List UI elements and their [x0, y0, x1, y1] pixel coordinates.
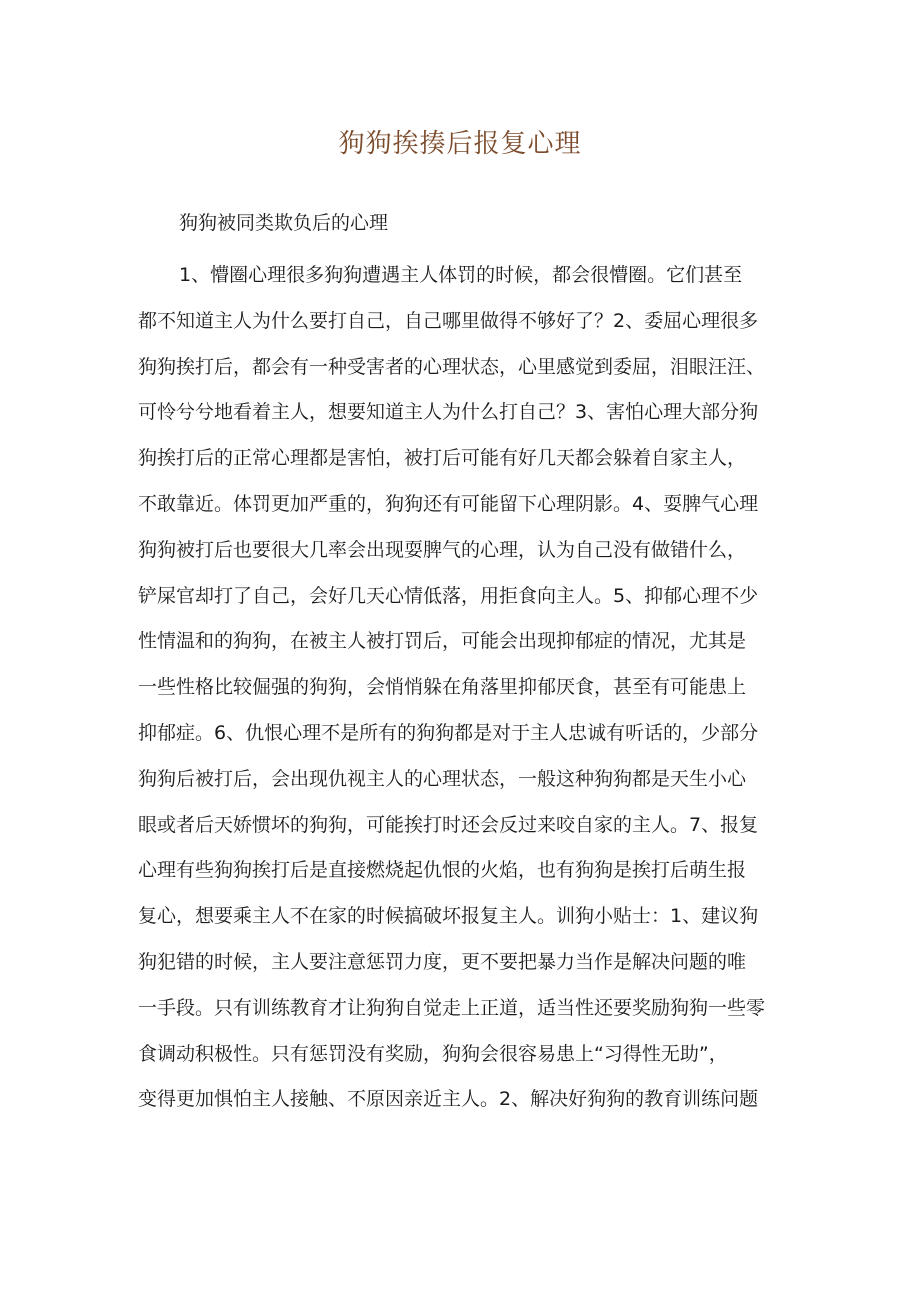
paragraph-line: 狗挨打后的正常心理都是害怕，被打后可能有好几天都会躲着自家主人，	[138, 447, 747, 470]
paragraph-line: 抑郁症。6、仇恨心理不是所有的狗狗都是对于主人忠诚有听话的，少部分	[138, 721, 759, 744]
document-title: 狗狗挨揍后报复心理	[338, 129, 582, 159]
paragraph-line: 一手段。只有训练教育才让狗狗自觉走上正道，适当性还要奖励狗狗一些零	[138, 996, 766, 1019]
paragraph-line: 不敢靠近。体罚更加严重的，狗狗还有可能留下心理阴影。4、耍脾气心理	[138, 492, 759, 515]
paragraph-line: 复心，想要乘主人不在家的时候搞破坏报复主人。训狗小贴士：1、建议狗	[138, 905, 759, 928]
paragraph-line: 狗犯错的时候，主人要注意惩罚力度，更不要把暴力当作是解决问题的唯	[138, 950, 747, 973]
body-paragraph	[138, 253, 788, 1123]
paragraph-line: 一些性格比较倔强的狗狗，会悄悄躲在角落里抑郁厌食，甚至有可能患上	[138, 676, 747, 699]
paragraph-line: 狗狗挨打后，都会有一种受害者的心理状态，心里感觉到委屈，泪眼汪汪、	[138, 355, 766, 378]
document-subtitle: 狗狗被同类欺负后的心理	[179, 212, 389, 234]
paragraph-line: 狗狗被打后也要很大几率会出现耍脾气的心理，认为自己没有做错什么，	[138, 538, 747, 561]
paragraph-line: 食调动积极性。只有惩罚没有奖励，狗狗会很容易患上“习得性无助”，	[138, 1042, 728, 1065]
paragraph-line: 性情温和的狗狗，在被主人被打罚后，可能会出现抑郁症的情况，尤其是	[138, 630, 747, 653]
paragraph-line: 变得更加惧怕主人接触、不原因亲近主人。2、解决好狗狗的教育训练问题	[138, 1088, 759, 1111]
paragraph-line: 铲屎官却打了自己，会好几天心情低落，用拒食向主人。5、抑郁心理不少	[138, 584, 759, 607]
paragraph-line: 都不知道主人为什么要打自己，自己哪里做得不够好了？2、委屈心理很多	[138, 309, 759, 332]
paragraph-line: 1、懵圈心理很多狗狗遭遇主人体罚的时候，都会很懵圈。它们甚至	[179, 264, 743, 286]
paragraph-line: 可怜兮兮地看着主人，想要知道主人为什么打自己？3、害怕心理大部分狗	[138, 401, 759, 424]
paragraph-line: 心理有些狗狗挨打后是直接燃烧起仇恨的火焰，也有狗狗是挨打后萌生报	[138, 859, 747, 882]
paragraph-line: 狗狗后被打后，会出现仇视主人的心理状态，一般这种狗狗都是天生小心	[138, 767, 747, 790]
paragraph-line: 眼或者后天娇惯坏的狗狗，可能挨打时还会反过来咬自家的主人。7、报复	[138, 813, 759, 836]
